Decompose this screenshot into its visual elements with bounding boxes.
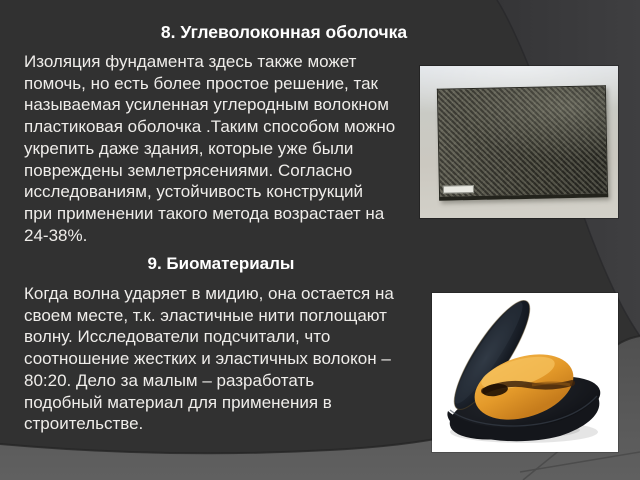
body-line: Когда волна ударяет в мидию, она остается на — [24, 284, 394, 304]
body-line: волну. Исследователи подсчитали, что — [24, 327, 331, 347]
body-line: помочь, но есть более простое решение, так — [24, 73, 378, 93]
body-line: соотношение жестких и эластичных волокон – — [24, 349, 391, 369]
body-line: Изоляция фундамента здесь также может — [24, 52, 357, 71]
body-line: строительстве. — [24, 414, 144, 434]
body-line: 24-38%. — [24, 225, 88, 245]
carbon-fiber-panel-photo — [420, 66, 618, 218]
mussel-illustration — [432, 293, 618, 452]
body-line: укрепить даже здания, которые уже были — [24, 138, 354, 158]
paragraph-biomaterials — [24, 283, 418, 435]
open-mussel-photo — [432, 293, 618, 452]
body-line: называемая усиленная углеродным волокном — [24, 95, 389, 115]
body-line: исследованиям, устойчивость конструкций — [24, 182, 363, 202]
body-line: при применении такого метода возрастает на — [24, 203, 385, 223]
text-column — [24, 51, 418, 435]
body-line: подобный материал для применения в — [24, 392, 332, 412]
carbon-fiber-panel — [437, 85, 608, 201]
slide-title: 8. Углеволоконная оболочка — [160, 22, 408, 42]
paragraph-carbon-shell — [24, 51, 418, 246]
body-line: пластиковая оболочка .Таким способом можно — [24, 117, 396, 137]
body-line: повреждены землетрясениями. Согласно — [24, 160, 353, 180]
panel-sticker-label — [443, 185, 474, 194]
biomaterials-heading: 9. Биоматериалы — [147, 254, 295, 274]
body-line: 80:20. Дело за малым – разработать — [24, 370, 315, 390]
body-line: своем месте, т.к. эластичные нити поглощают — [24, 305, 387, 325]
